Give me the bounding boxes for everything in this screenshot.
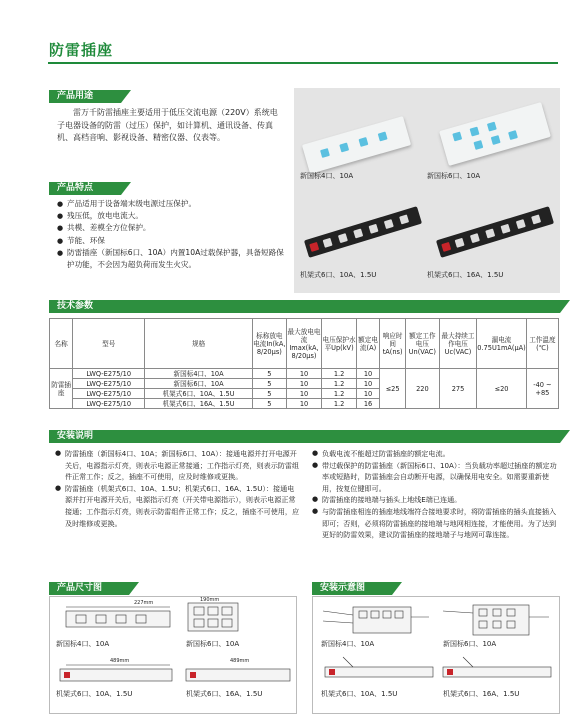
- spec-header-row: [50, 319, 559, 369]
- spec-response: ≤25: [380, 369, 406, 409]
- page-title: 防雷插座: [49, 41, 114, 59]
- spec-header: 名称: [50, 319, 73, 369]
- diagram-caption: 新国标6口、10A: [443, 640, 497, 648]
- spec-header: 规格: [145, 319, 253, 369]
- table-row: [50, 369, 559, 379]
- photo-caption: 机架式6口、10A、1.5U: [300, 271, 377, 279]
- power-strip-6-photo: [439, 102, 551, 166]
- spec-leak: ≤20: [477, 369, 527, 409]
- spec-up: 1.2: [322, 389, 356, 399]
- dimensions-heading: 产品尺寸图: [49, 582, 129, 595]
- install-item: ● 防雷插座的接地端与插头上地线E端已连通。: [312, 494, 557, 506]
- install-heading: 安装说明: [49, 430, 560, 443]
- spec-spec: 机架式6口、10A、1.5U: [145, 389, 253, 399]
- spec-current: 16: [356, 399, 379, 409]
- feature-item: ● 节能、环保: [57, 235, 285, 247]
- spec-uc: 275: [439, 369, 477, 409]
- dimension-label: 489mm: [110, 658, 130, 664]
- spec-in: 5: [253, 369, 287, 379]
- product-photo-panel: [294, 88, 560, 293]
- features-list: [57, 198, 285, 271]
- feature-item: ● 产品适用于设备端末级电源过压保护。: [57, 198, 285, 210]
- spec-spec: 机架式6口、16A、1.5U: [145, 399, 253, 409]
- spec-temp: -40 ~ +85: [526, 369, 558, 409]
- spec-header: 漏电流0.75U1mA(μA): [477, 319, 527, 369]
- photo-caption: 新国标6口、10A: [427, 172, 481, 180]
- spec-model: LWQ-E275/10: [73, 389, 145, 399]
- spec-model: LWQ-E275/10: [73, 379, 145, 389]
- spec-header: 标称放电电流In(kA, 8/20μs): [253, 319, 287, 369]
- spec-imax: 10: [286, 379, 322, 389]
- spec-in: 5: [253, 399, 287, 409]
- install-left-list: [55, 448, 300, 529]
- spec-header: 最大放电电流Imax(kA, 8/20μs): [286, 319, 322, 369]
- photo-caption: 新国标4口、10A: [300, 172, 354, 180]
- dimension-caption: 机架式6口、16A、1.5U: [186, 690, 263, 698]
- spec-header: 响应时间tA(ns): [380, 319, 406, 369]
- power-strip-4-photo: [302, 116, 411, 174]
- usage-text: 雷万千防雷插座主要适用于低压交流电源（220V）系统电子电器设备的防雷（过压）保护，如计算机、通讯设备、传真机、高档音响、影视设备、精密仪器、仪表等。: [57, 108, 278, 142]
- spec-up: 1.2: [322, 379, 356, 389]
- install-right-list: [312, 448, 557, 541]
- title-rule: [48, 62, 558, 64]
- spec-current: 10: [356, 369, 379, 379]
- diagram-caption: 机架式6口、16A、1.5U: [443, 690, 520, 698]
- specs-heading: 技术参数: [49, 300, 560, 313]
- spec-header: 额定电流(A): [356, 319, 379, 369]
- rack-strip-16a-photo: [436, 206, 554, 258]
- dimensions-panel: [49, 596, 297, 714]
- spec-header: 额定工作电压Un(VAC): [406, 319, 440, 369]
- spec-in: 5: [253, 389, 287, 399]
- diagram-caption: 机架式6口、10A、1.5U: [321, 690, 398, 698]
- feature-item: ● 防雷插座（新国标6口、10A）内置10A过载保护器，具备短路保护功能，不会因为超负荷而发生火灾。: [57, 247, 285, 271]
- install-diagram-heading: 安装示意图: [312, 582, 392, 595]
- spec-model: LWQ-E275/10: [73, 399, 145, 409]
- install-item: ● 带过载保护的防雷插座（新国标6口、10A）：当负载功率超过插座的额定功率或短路时，防雷插座会自动断开电源，以确保用电安全。如需要重新使用，按复位键即可。: [312, 460, 557, 495]
- dimension-label: 489mm: [230, 658, 250, 664]
- install-item: ● 与防雷插座相连的插座地线端符合接地要求时，将防雷插座的插头直接插入即可；否则，必须将防雷插座的接地端与地网相连接，才能使用。为了达到更好的防雷效果，建议防雷插座的接地端子与地网可靠连接。: [312, 506, 557, 541]
- spec-product-name: 防雷插座: [50, 369, 73, 409]
- spec-un: 220: [406, 369, 440, 409]
- spec-header: 工作温度(℃): [526, 319, 558, 369]
- spec-spec: 新国标4口、10A: [145, 369, 253, 379]
- install-diagram-panel: [312, 596, 560, 714]
- spec-up: 1.2: [322, 399, 356, 409]
- photo-caption: 机架式6口、16A、1.5U: [427, 271, 504, 279]
- spec-current: 10: [356, 389, 379, 399]
- rack-strip-10a-photo: [304, 206, 422, 258]
- install-item: ● 防雷插座（机架式6口、10A、1.5U；机架式6口、16A、1.5U）：接通电源并打开电源开关后，电源指示灯亮（开关带电源指示），则表示电源正常接通；工作指示灯亮，则表示防雷组件正常工作；反之，插座不可使用，应及时维修或更换。: [55, 483, 300, 529]
- spec-imax: 10: [286, 369, 322, 379]
- feature-item: ● 共模、差模全方位保护。: [57, 222, 285, 234]
- spec-header: 最大持续工作电压Uc(VAC): [439, 319, 477, 369]
- features-heading: 产品特点: [49, 182, 121, 195]
- dimension-caption: 新国标4口、10A: [56, 640, 110, 648]
- dimension-caption: 新国标6口、10A: [186, 640, 240, 648]
- spec-spec: 新国标6口、10A: [145, 379, 253, 389]
- install-item: ● 防雷插座（新国标4口、10A；新国标6口、10A）：接通电源并打开电源开关后，电源指示灯亮，则表示电源正常接通；工作指示灯亮，则表示防雷组件正常工作；反之，插座不可使用，应及时维修或更换。: [55, 448, 300, 483]
- spec-table: [49, 318, 559, 409]
- install-item: ● 负载电流不能超过防雷插座的额定电流。: [312, 448, 557, 460]
- spec-header: 电压保护水平Up(kV): [322, 319, 356, 369]
- spec-imax: 10: [286, 389, 322, 399]
- spec-current: 10: [356, 379, 379, 389]
- feature-item: ● 残压低，放电电流大。: [57, 210, 285, 222]
- spec-imax: 10: [286, 399, 322, 409]
- dimension-caption: 机架式6口、10A、1.5U: [56, 690, 133, 698]
- dimension-label: 190mm: [200, 597, 220, 603]
- spec-up: 1.2: [322, 369, 356, 379]
- usage-heading: 产品用途: [49, 90, 121, 103]
- spec-in: 5: [253, 379, 287, 389]
- spec-header: 型号: [73, 319, 145, 369]
- spec-model: LWQ-E275/10: [73, 369, 145, 379]
- dimension-label: 227mm: [134, 600, 154, 606]
- diagram-caption: 新国标4口、10A: [321, 640, 375, 648]
